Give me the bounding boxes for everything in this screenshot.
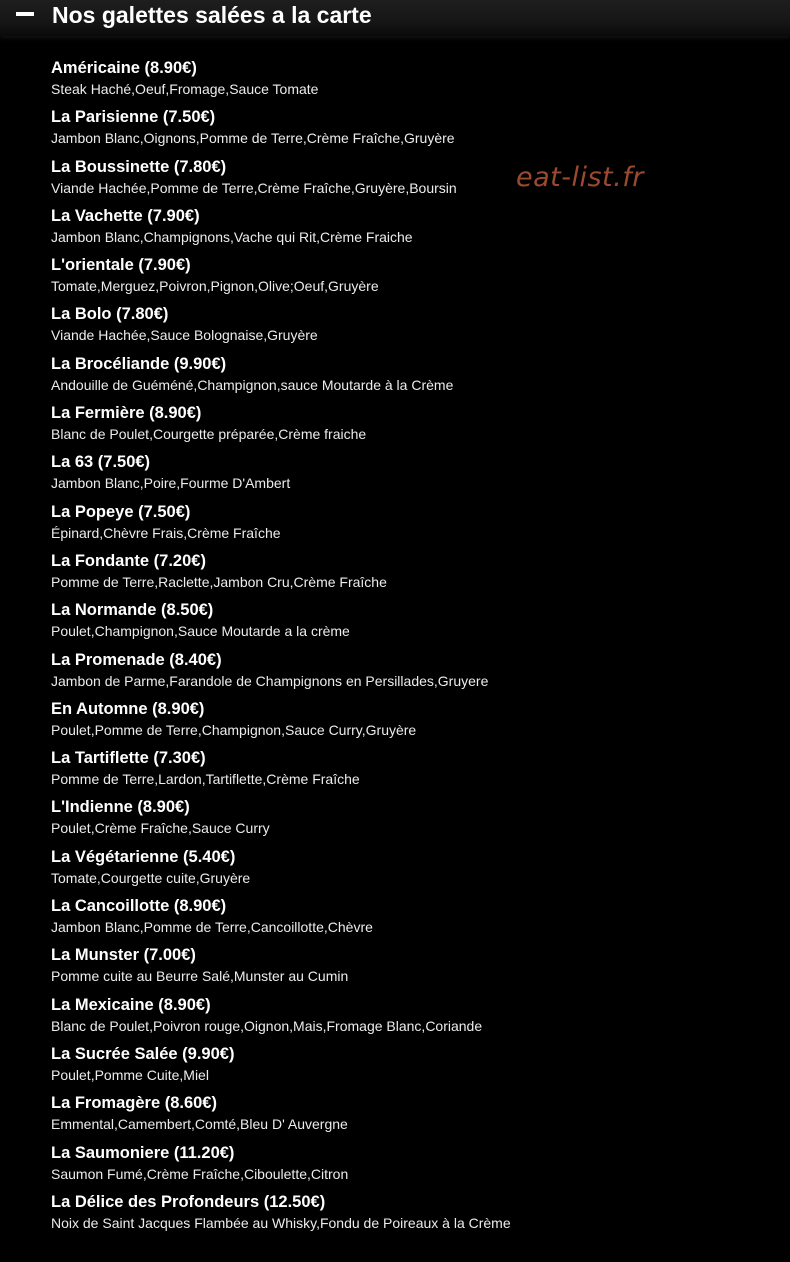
item-name: La Normande (8.50€): [51, 601, 214, 620]
item-description: Blanc de Poulet,Courgette préparée,Crème fraiche: [51, 426, 367, 443]
item-name: La Popeye (7.50€): [51, 502, 191, 521]
item-name: En Automne (8.90€): [51, 699, 205, 718]
menu-item: [51, 944, 771, 993]
item-name: La Parisienne (7.50€): [51, 108, 216, 127]
menu-item: [51, 895, 771, 944]
item-name: La Saumoniere (11.20€): [51, 1143, 235, 1162]
menu-item: [51, 698, 771, 747]
menu-item: [51, 402, 771, 451]
menu-item: [51, 649, 771, 698]
item-name: La Tartiflette (7.30€): [51, 749, 206, 768]
item-description: Pomme de Terre,Lardon,Tartiflette,Crème Fraîche: [51, 771, 360, 788]
item-description: Pomme cuite au Beurre Salé,Munster au Cumin: [51, 968, 349, 985]
item-description: Noix de Saint Jacques Flambée au Whisky,Fondu de Poireaux à la Crème: [51, 1214, 511, 1231]
minus-icon[interactable]: [16, 12, 34, 16]
item-description: Emmental,Camembert,Comté,Bleu D' Auvergne: [51, 1116, 348, 1133]
item-description: Jambon Blanc,Pomme de Terre,Cancoillotte,Chèvre: [51, 919, 373, 936]
section-header[interactable]: [0, 0, 790, 36]
section-title: Nos galettes salées a la carte: [52, 2, 372, 28]
item-name: La Bolo (7.80€): [51, 305, 169, 324]
item-description: Jambon Blanc,Poire,Fourme D'Ambert: [51, 475, 291, 492]
menu-item: [51, 1191, 771, 1240]
item-name: L'orientale (7.90€): [51, 256, 191, 275]
item-name: La Végétarienne (5.40€): [51, 847, 236, 866]
item-description: Blanc de Poulet,Poivron rouge,Oignon,Mais,Fromage Blanc,Coriande: [51, 1017, 483, 1034]
item-description: Andouille de Guéméné,Champignon,sauce Moutarde à la Crème: [51, 376, 454, 393]
menu-item: [51, 501, 771, 550]
menu-item: [51, 254, 771, 303]
item-description: Viande Hachée,Sauce Bolognaise,Gruyère: [51, 327, 318, 344]
item-description: Steak Haché,Oeuf,Fromage,Sauce Tomate: [51, 81, 319, 97]
item-description: Viande Hachée,Pomme de Terre,Crème Fraîche,Gruyère,Boursin: [51, 179, 457, 196]
item-description: Jambon de Parme,Farandole de Champignons en Persillades,Gruyere: [51, 672, 489, 689]
item-name: La Délice des Profondeurs (12.50€): [51, 1192, 326, 1211]
menu-item: [51, 1043, 771, 1092]
item-description: Poulet,Crème Fraîche,Sauce Curry: [51, 820, 270, 837]
item-name: La Brocéliande (9.90€): [51, 354, 227, 373]
menu-item: [51, 994, 771, 1043]
menu-list: [51, 57, 771, 1240]
item-name: La Cancoillotte (8.90€): [51, 897, 227, 916]
menu-item: [51, 205, 771, 254]
menu-item: [51, 451, 771, 500]
menu-item: [51, 303, 771, 352]
item-description: Épinard,Chèvre Frais,Crème Fraîche: [51, 524, 281, 541]
menu-item: [51, 846, 771, 895]
item-description: Tomate,Courgette cuite,Gruyère: [51, 869, 251, 886]
menu-item: [51, 353, 771, 402]
watermark: eat-list.fr: [516, 162, 644, 193]
item-name: La Fromagère (8.60€): [51, 1094, 217, 1113]
item-name: La Mexicaine (8.90€): [51, 995, 211, 1014]
item-name: La Munster (7.00€): [51, 946, 196, 965]
item-description: Jambon Blanc,Champignons,Vache qui Rit,Crème Fraiche: [51, 228, 413, 245]
item-name: La Fondante (7.20€): [51, 551, 206, 570]
item-description: Tomate,Merguez,Poivron,Pignon,Olive;Oeuf,Gruyère: [51, 278, 379, 295]
menu-item: [51, 1092, 771, 1141]
item-name: La Promenade (8.40€): [51, 650, 222, 669]
item-name: La Sucrée Salée (9.90€): [51, 1044, 235, 1063]
menu-item: [51, 796, 771, 845]
item-name: La 63 (7.50€): [51, 453, 151, 472]
menu-item: [51, 747, 771, 796]
menu-item: [51, 550, 771, 599]
item-description: Pomme de Terre,Raclette,Jambon Cru,Crème Fraîche: [51, 573, 387, 590]
menu-item: [51, 599, 771, 648]
menu-item: [51, 57, 771, 106]
menu-item: [51, 1142, 771, 1191]
item-name: La Boussinette (7.80€): [51, 157, 227, 176]
item-description: Poulet,Champignon,Sauce Moutarde a la crème: [51, 623, 350, 640]
item-description: Poulet,Pomme de Terre,Champignon,Sauce Curry,Gruyère: [51, 721, 417, 738]
item-description: Jambon Blanc,Oignons,Pomme de Terre,Crème Fraîche,Gruyère: [51, 130, 455, 147]
item-description: Poulet,Pomme Cuite,Miel: [51, 1066, 209, 1083]
item-description: Saumon Fumé,Crème Fraîche,Ciboulette,Citron: [51, 1165, 349, 1182]
menu-item: [51, 156, 771, 205]
item-name: La Fermière (8.90€): [51, 404, 202, 423]
item-name: L'Indienne (8.90€): [51, 798, 190, 817]
item-name: Américaine (8.90€): [51, 59, 197, 77]
menu-item: [51, 106, 771, 155]
item-name: La Vachette (7.90€): [51, 206, 200, 225]
